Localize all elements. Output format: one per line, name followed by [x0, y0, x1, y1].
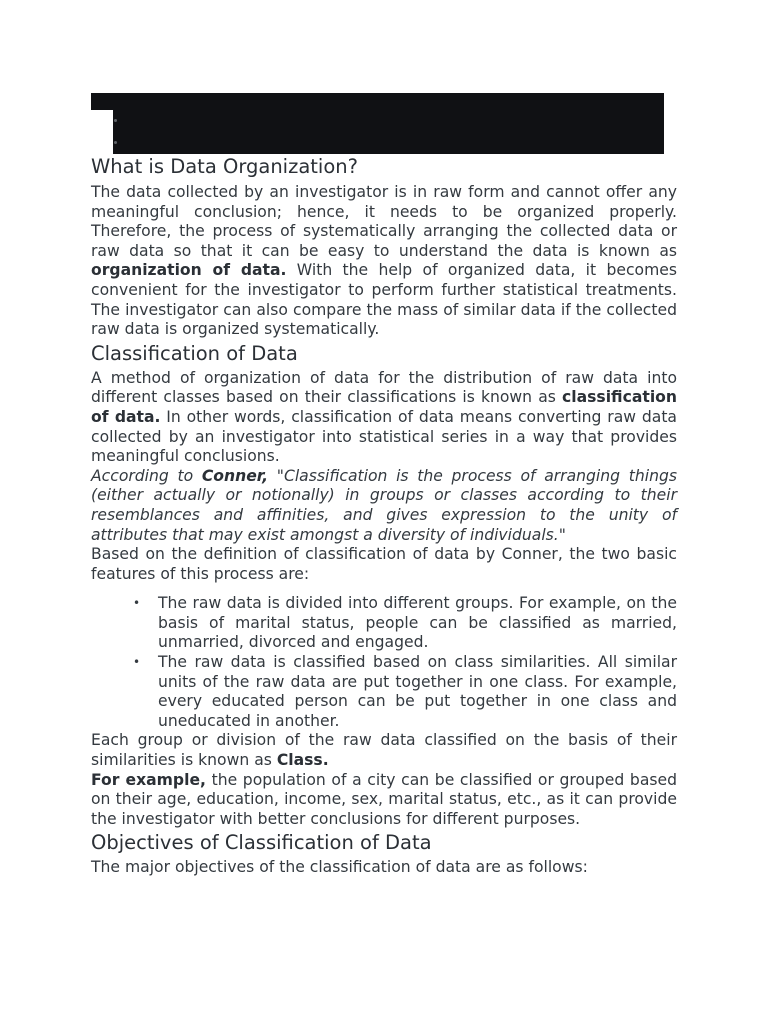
heading-what-is-data-organization: What is Data Organization? [91, 155, 358, 178]
bullet-icon: • [133, 596, 141, 611]
list-item: • The raw data is divided into different groups. For example, on the basis of marital status, people can be classified as married, unmarried, divorced and engaged. [133, 594, 677, 652]
banner-notch [91, 110, 113, 154]
features-list [91, 594, 677, 731]
paragraph-example: For example, the population of a city can be classified or grouped based on their age, education, income, sex, marital status, etc., as it can provide the investigator with better conclusions for different purposes. [91, 770, 677, 828]
heading-objectives: Objectives of Classification of Data [91, 831, 432, 855]
banner-dot [114, 141, 117, 144]
bullet-icon: • [133, 655, 141, 670]
paragraph-conner-quote: According to Conner, "Classification is the process of arranging things (either actually or notionally) in groups or classes according to their resemblances and affinities, and gives expression to the unity of attributes that may exist amongst a diversity of individuals." [91, 466, 677, 544]
paragraph-objectives-intro: The major objectives of the classification of data are as follows: [91, 858, 588, 877]
list-item: • The raw data is classified based on class similarities. All similar units of the raw data are put together in one class. For example, every educated person can be put together in one class and uneducated in another. [133, 653, 677, 730]
header-banner [91, 93, 664, 154]
banner-dot [114, 119, 117, 122]
paragraph-data-organization: The data collected by an investigator is in raw form and cannot offer any meaningful conclusion; hence, it needs to be organized properly. Therefore, the process of systematically arranging the collected data or raw data so that it can be easy to understand the data is known as organization of data. With the help of organized data, it becomes convenient for the investigator to perform further statistical treatments. The investigator can also compare the mass of similar data if the collected raw data is organized systematically. [91, 183, 677, 339]
paragraph-class-definition: Each group or division of the raw data classified on the basis of their similarities is known as Class. [91, 731, 677, 770]
paragraph-basic-features: Based on the definition of classification of data by Conner, the two basic features of this process are: [91, 545, 677, 583]
heading-classification-of-data: Classification of Data [91, 341, 298, 365]
paragraph-classification-definition: A method of organization of data for the distribution of raw data into different classes based on their classifications is known as classification of data. In other words, classification of data means converting raw data collected by an investigator into statistical series in a way that provides meaningful conclusions. [91, 368, 677, 466]
document-page [91, 93, 677, 878]
